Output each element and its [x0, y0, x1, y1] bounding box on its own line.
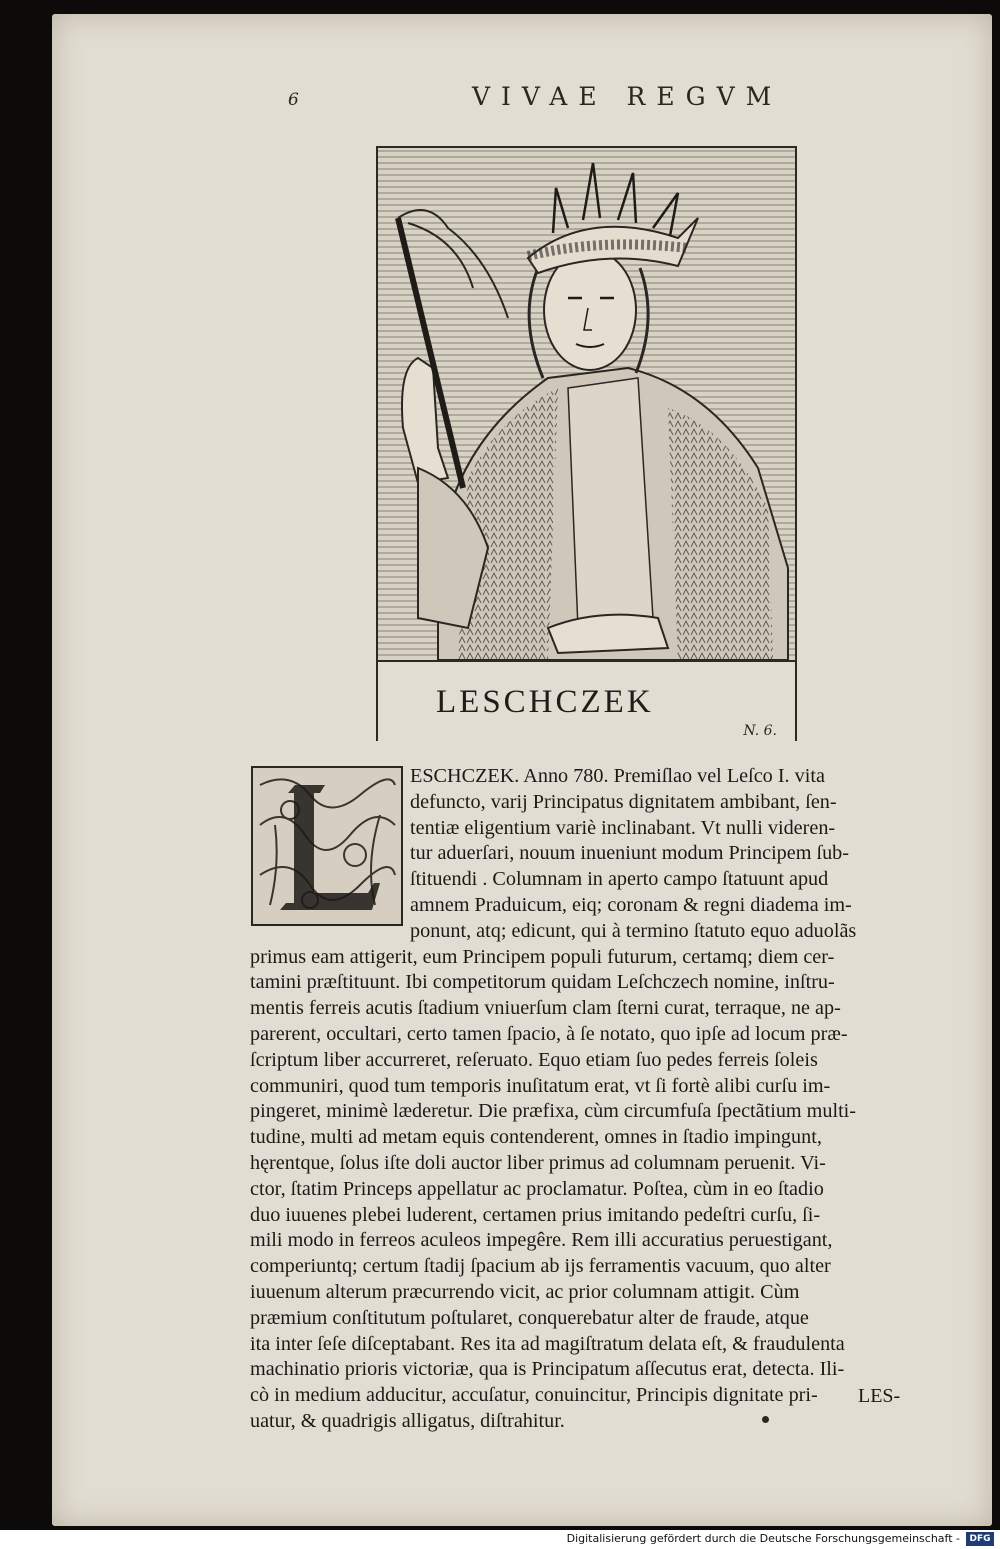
text-line: comperiuntq; certum ſtadij ſpacium ab ijs ferramentis vacuum, quo alter: [250, 1255, 831, 1278]
text-line: mentis ferreis acutis ſtadium vniuerſum clam ſterni curat, terraque, ne ap-: [250, 997, 841, 1020]
body-text: [250, 764, 930, 1435]
text-line: tamini præſtituunt. Ibi competitorum quidam Leſchczech nomine, inſtru-: [250, 971, 835, 994]
text-line: ſtituendi . Columnam in aperto campo ſtatuunt apud: [410, 868, 829, 891]
footer-bar: [0, 1530, 1000, 1549]
catchword: LES-: [858, 1385, 901, 1407]
text-line: cò in medium adducitur, accuſatur, conuincitur, Principis dignitate pri-: [250, 1384, 818, 1407]
text-line: ESCHCZEK. Anno 780. Premiſlao vel Leſco I. vita: [410, 765, 825, 787]
text-line: duo iuuenes plebei luderent, certamen prius imitando pedeſtri curſu, ſi-: [250, 1203, 821, 1226]
running-head: VIVAE REGVM: [472, 82, 783, 111]
text-line: communiri, quod tum temporis inuſitatum erat, vt ſi fortè alibi curſu im-: [250, 1074, 831, 1097]
text-line: parerent, occultari, certo tamen ſpacio, à ſe notato, quo ipſe ad locum præ-: [250, 1022, 848, 1045]
text-line: mili modo in ferreos aculeos impegêre. Rem illi accuratius peruestigant,: [250, 1229, 833, 1252]
text-line: uatur, & quadrigis alligatus, diſtrahitur.: [250, 1409, 565, 1432]
text-line: præmium conſtitutum poſtularet, conquerebatur alter de fraude, atque: [250, 1306, 809, 1329]
ink-dot: [762, 1416, 769, 1423]
text-line: tur aduerſari, nouum inueniunt modum Principem ſub-: [410, 842, 849, 865]
text-line: ponunt, atq; edicunt, qui à termino ſtatuto equo aduolãs: [410, 919, 857, 942]
text-line: defuncto, varij Principatus dignitatem ambibant, ſen-: [410, 790, 837, 813]
portrait-engraving: [376, 146, 797, 741]
text-line: amnem Praduicum, eiq; coronam & regni diadema im-: [410, 893, 852, 916]
footer-credit: Digitalisierung gefördert durch die Deutsche Forschungsgemeinschaft -: [566, 1532, 960, 1545]
text-line: pingeret, minimè læderetur. Die præfixa, cùm circumfuſa ſpectãtium multi-: [250, 1100, 857, 1123]
portrait-caption: LESCHCZEK: [436, 684, 654, 720]
text-line: machinatio prioris victoriæ, qua is Principatum aſſecutus erat, detecta. Ili-: [250, 1358, 845, 1381]
dfg-logo-icon: DFG: [966, 1532, 994, 1546]
text-line: hęrentque, ſolus iſte doli auctor liber primus ad columnam peruenit. Vi-: [250, 1151, 826, 1174]
caption-box: [378, 660, 795, 741]
text-line: tentiæ eligentium variè inclinabant. Vt nulli videren-: [410, 816, 836, 839]
text-line: iuuenum alterum præcurrendo vicit, ac prior columnam attigit. Cùm: [250, 1280, 800, 1303]
page-number: 6: [288, 90, 299, 110]
text-line: primus eam attigerit, eum Principem populi futurum, certamq; diem cer-: [250, 945, 835, 968]
plate-number: N. 6.: [743, 723, 777, 739]
portrait-illustration: [378, 148, 795, 660]
text-line: ſcriptum liber accurreret, reſeruato. Equo etiam ſuo pedes ferreis ſoleis: [250, 1048, 818, 1071]
text-line: ita inter ſeſe diſceptabant. Res ita ad magiſtratum delata eſt, & fraudulenta: [250, 1332, 845, 1355]
text-line: ctor, ſtatim Princeps appellatur ac proclamatur. Poſtea, cùm in eo ſtadio: [250, 1177, 824, 1200]
text-line: tudine, multi ad metam equis contenderent, omnes in ſtadio impingunt,: [250, 1126, 822, 1149]
